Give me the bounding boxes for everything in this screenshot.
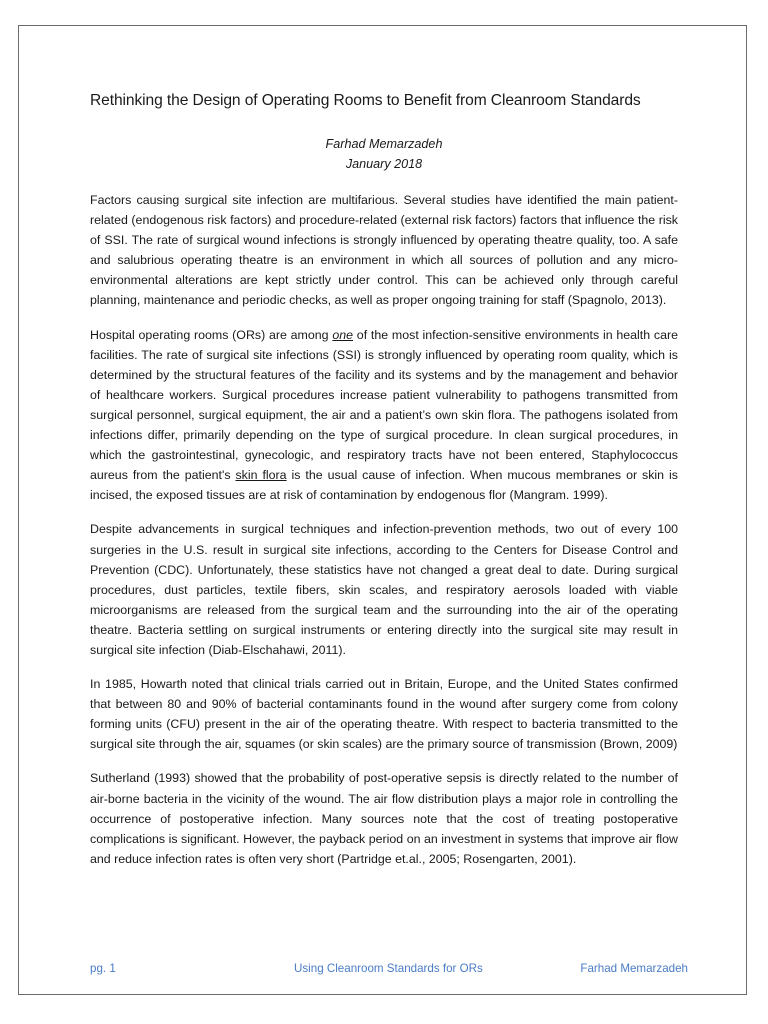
- paragraph-2-text-start: Hospital operating rooms (ORs) are among: [90, 327, 333, 342]
- paragraph-1: Factors causing surgical site infection are multifarious. Several studies have identified the main patient-related (endogenous risk factors) and procedure-related (external risk factors) factors that influence the risk of SSI. The rate of surgical wound infections is strongly influenced by operating theatre quality, too. A safe and salubrious operating theatre is an environment in which all sources of pollution and any micro-environmental alterations are kept strictly under control. This can be achieved only through careful planning, maintenance and periodic checks, as well as proper ongoing training for staff (Spagnolo, 2013).: [90, 193, 678, 308]
- paragraph-2: [90, 325, 678, 506]
- skin-flora-link[interactable]: skin flora: [235, 468, 287, 483]
- document-body: [90, 92, 678, 883]
- paragraph-2-text-middle: of the most infection-sensitive environments in health care facilities. The rate of surgical site infections (SSI) is strongly influenced by operating room quality, which is determined by the structural features of the facility and its systems and by the management and behavior of healthcare workers. Surgical procedures increase patient vulnerability to pathogens transmitted from surgical personnel, surgical equipment, the air and a patient’s own skin flora. The pathogens isolated from infections differ, primarily depending on the type of surgical procedure. In clean surgical procedures, in which the gastrointestinal, gynecologic, and respiratory tracts have not been entered, Staphylococcus aureus from the patient's: [90, 327, 679, 483]
- footer-title: Using Cleanroom Standards for ORs: [294, 962, 483, 975]
- footer-author: Farhad Memarzadeh: [580, 962, 688, 975]
- paragraph-4: In 1985, Howarth noted that clinical trials carried out in Britain, Europe, and the United States confirmed that between 80 and 90% of bacterial contaminants found in the wound after surgery come from colony forming units (CFU) present in the air of the operating theatre. With respect to bacteria transmitted to the surgical site through the air, squames (or skin scales) are the primary source of transmission (Brown, 2009): [90, 677, 678, 752]
- paragraph-3: Despite advancements in surgical techniques and infection-prevention methods, two out of every 100 surgeries in the U.S. result in surgical site infections, according to the Centers for Disease Control and Prevention (CDC). Unfortunately, these statistics have not changed a great deal to date. During surgical procedures, dust particles, textile fibers, skin scales, and respiratory aerosols loaded with viable microorganisms are released from the surgical team and the surrounding into the air of the operating theatre. Bacteria settling on surgical instruments or entering directly into the surgical site may result in surgical site infection (Diab-Elschahawi, 2011).: [90, 522, 678, 657]
- paragraph-5: Sutherland (1993) showed that the probability of post-operative sepsis is directly related to the number of air-borne bacteria in the vicinity of the wound. The air flow distribution plays a major role in controlling the occurrence of postoperative infection. Many sources note that the cost of treating postoperative complications is significant. However, the payback period on an investment in systems that improve air flow and reduce infection rates is often very short (Partridge et.al., 2005; Rosengarten, 2001).: [90, 771, 678, 866]
- author-name: Farhad Memarzadeh: [325, 137, 443, 151]
- paragraph-2-text-end: is the usual cause of infection. When mucous membranes or skin is incised, the exposed tissues are at risk of contamination by endogenous flor (Mangram. 1999).: [90, 468, 678, 503]
- byline: [90, 134, 678, 174]
- document-title: Rethinking the Design of Operating Rooms to Benefit from Cleanroom Standards: [90, 92, 641, 109]
- emphasized-word: one: [332, 327, 354, 342]
- footer-page-number: pg. 1: [90, 962, 116, 975]
- publication-date: January 2018: [345, 157, 423, 171]
